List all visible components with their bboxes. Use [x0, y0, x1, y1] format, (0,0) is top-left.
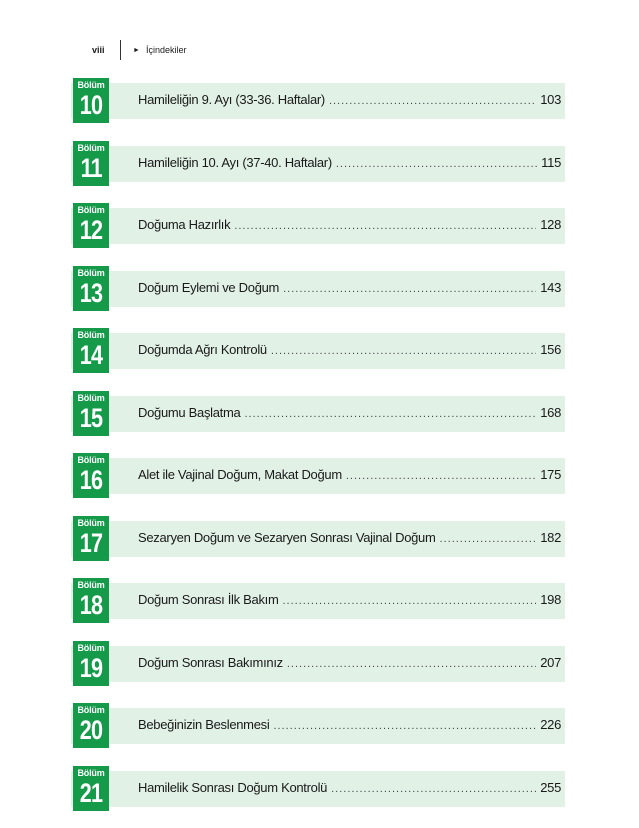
chapter-page: 182 — [540, 529, 561, 545]
entry-line — [138, 280, 561, 295]
chapter-title[interactable]: Doğum Sonrası Bakımınız — [138, 654, 283, 670]
chapter-number: 12 — [79, 215, 103, 245]
entry-line — [138, 342, 561, 357]
chapter-badge-label: Bölüm — [77, 580, 105, 590]
entry-line — [138, 530, 561, 545]
entry-line — [138, 655, 561, 670]
page-number: viii — [92, 45, 105, 55]
chapter-badge-label: Bölüm — [77, 80, 105, 90]
dot-leader — [287, 658, 536, 670]
chapter-title[interactable]: Doğum Sonrası İlk Bakım — [138, 592, 279, 607]
page-header — [92, 38, 186, 62]
toc-entry-21[interactable] — [71, 766, 565, 822]
dot-leader — [244, 408, 536, 420]
chapter-page: 168 — [540, 404, 561, 420]
chapter-page: 128 — [540, 217, 561, 232]
chapter-number: 10 — [79, 90, 103, 120]
chapter-badge — [73, 516, 109, 561]
entry-line — [138, 217, 561, 232]
chapter-page: 143 — [540, 279, 561, 295]
chapter-badge — [73, 453, 109, 498]
entry-line — [138, 592, 561, 607]
entry-line — [138, 92, 561, 107]
chapter-badge-label: Bölüm — [77, 392, 105, 403]
chapter-badge — [73, 328, 109, 373]
toc-entry-19[interactable] — [71, 641, 565, 697]
toc-entry-10[interactable] — [71, 78, 565, 134]
dot-leader — [283, 595, 537, 607]
chapter-page: 175 — [540, 467, 561, 482]
chapter-badge-label: Bölüm — [77, 142, 105, 153]
chapter-badge-label: Bölüm — [77, 517, 105, 528]
chapter-badge — [73, 78, 109, 123]
chapter-badge — [73, 203, 109, 248]
dot-leader — [271, 345, 536, 357]
chapter-title[interactable]: Hamileliğin 9. Ayı (33-36. Haftalar) — [138, 92, 325, 107]
chapter-badge-label: Bölüm — [77, 767, 105, 778]
chapter-badge — [73, 578, 109, 623]
entry-line — [138, 405, 561, 420]
chapter-badge — [73, 266, 109, 311]
chapter-number: 21 — [79, 777, 103, 808]
triangle-arrow-icon: ► — [133, 46, 140, 54]
table-of-contents — [71, 78, 565, 828]
chapter-badge-label: Bölüm — [77, 642, 105, 653]
chapter-title[interactable]: Alet ile Vajinal Doğum, Makat Doğum — [138, 467, 342, 482]
chapter-number: 14 — [79, 340, 103, 370]
chapter-number: 16 — [79, 465, 103, 495]
toc-entry-13[interactable] — [71, 266, 565, 322]
chapter-number: 18 — [79, 590, 103, 620]
toc-entry-11[interactable] — [71, 141, 565, 197]
dot-leader — [273, 720, 536, 732]
chapter-title[interactable]: Doğum Eylemi ve Doğum — [138, 279, 280, 295]
dot-leader — [329, 95, 536, 107]
chapter-badge — [73, 703, 109, 748]
chapter-number: 20 — [79, 715, 103, 745]
chapter-page: 207 — [540, 654, 561, 670]
dot-leader — [336, 158, 537, 170]
header-divider — [120, 40, 121, 60]
dot-leader — [331, 783, 536, 795]
chapter-badge — [73, 766, 109, 811]
chapter-page: 156 — [540, 342, 561, 357]
chapter-page: 255 — [540, 779, 561, 795]
chapter-badge — [73, 141, 109, 186]
chapter-badge-label: Bölüm — [77, 205, 105, 215]
chapter-badge — [73, 391, 109, 436]
chapter-badge-label: Bölüm — [77, 267, 105, 278]
chapter-title[interactable]: Sezaryen Doğum ve Sezaryen Sonrası Vajinal Doğum — [138, 529, 436, 545]
chapter-title[interactable]: Hamileliğin 10. Ayı (37-40. Haftalar) — [138, 154, 332, 170]
chapter-title[interactable]: Doğumu Başlatma — [138, 404, 241, 420]
chapter-title[interactable]: Doğumda Ağrı Kontrolü — [138, 342, 267, 357]
entry-line — [138, 467, 561, 482]
entry-line — [138, 717, 561, 732]
chapter-badge-label: Bölüm — [77, 455, 105, 465]
chapter-title[interactable]: Hamilelik Sonrası Doğum Kontrolü — [138, 779, 328, 795]
dot-leader — [346, 470, 536, 482]
toc-entry-12[interactable] — [71, 203, 565, 259]
chapter-number: 19 — [79, 652, 103, 683]
toc-entry-17[interactable] — [71, 516, 565, 572]
toc-entry-15[interactable] — [71, 391, 565, 447]
entry-line — [138, 155, 561, 170]
toc-entry-18[interactable] — [71, 578, 565, 634]
chapter-page: 198 — [540, 592, 561, 607]
chapter-page: 115 — [541, 154, 561, 170]
chapter-title[interactable]: Bebeğinizin Beslenmesi — [138, 717, 270, 732]
chapter-number: 13 — [79, 277, 103, 308]
chapter-page: 103 — [540, 92, 561, 107]
toc-entry-14[interactable] — [71, 328, 565, 384]
chapter-page: 226 — [540, 717, 561, 732]
dot-leader — [440, 533, 537, 545]
chapter-number: 11 — [80, 152, 102, 183]
section-title: İçindekiler — [145, 45, 187, 55]
dot-leader — [234, 220, 536, 232]
chapter-title[interactable]: Doğuma Hazırlık — [138, 217, 231, 232]
chapter-badge — [73, 641, 109, 686]
toc-entry-16[interactable] — [71, 453, 565, 509]
chapter-badge-label: Bölüm — [77, 705, 105, 715]
toc-entry-20[interactable] — [71, 703, 565, 759]
dot-leader — [283, 283, 536, 295]
chapter-number: 15 — [79, 402, 103, 433]
chapter-badge-label: Bölüm — [77, 330, 105, 340]
chapter-number: 17 — [79, 527, 103, 558]
entry-line — [138, 780, 561, 795]
